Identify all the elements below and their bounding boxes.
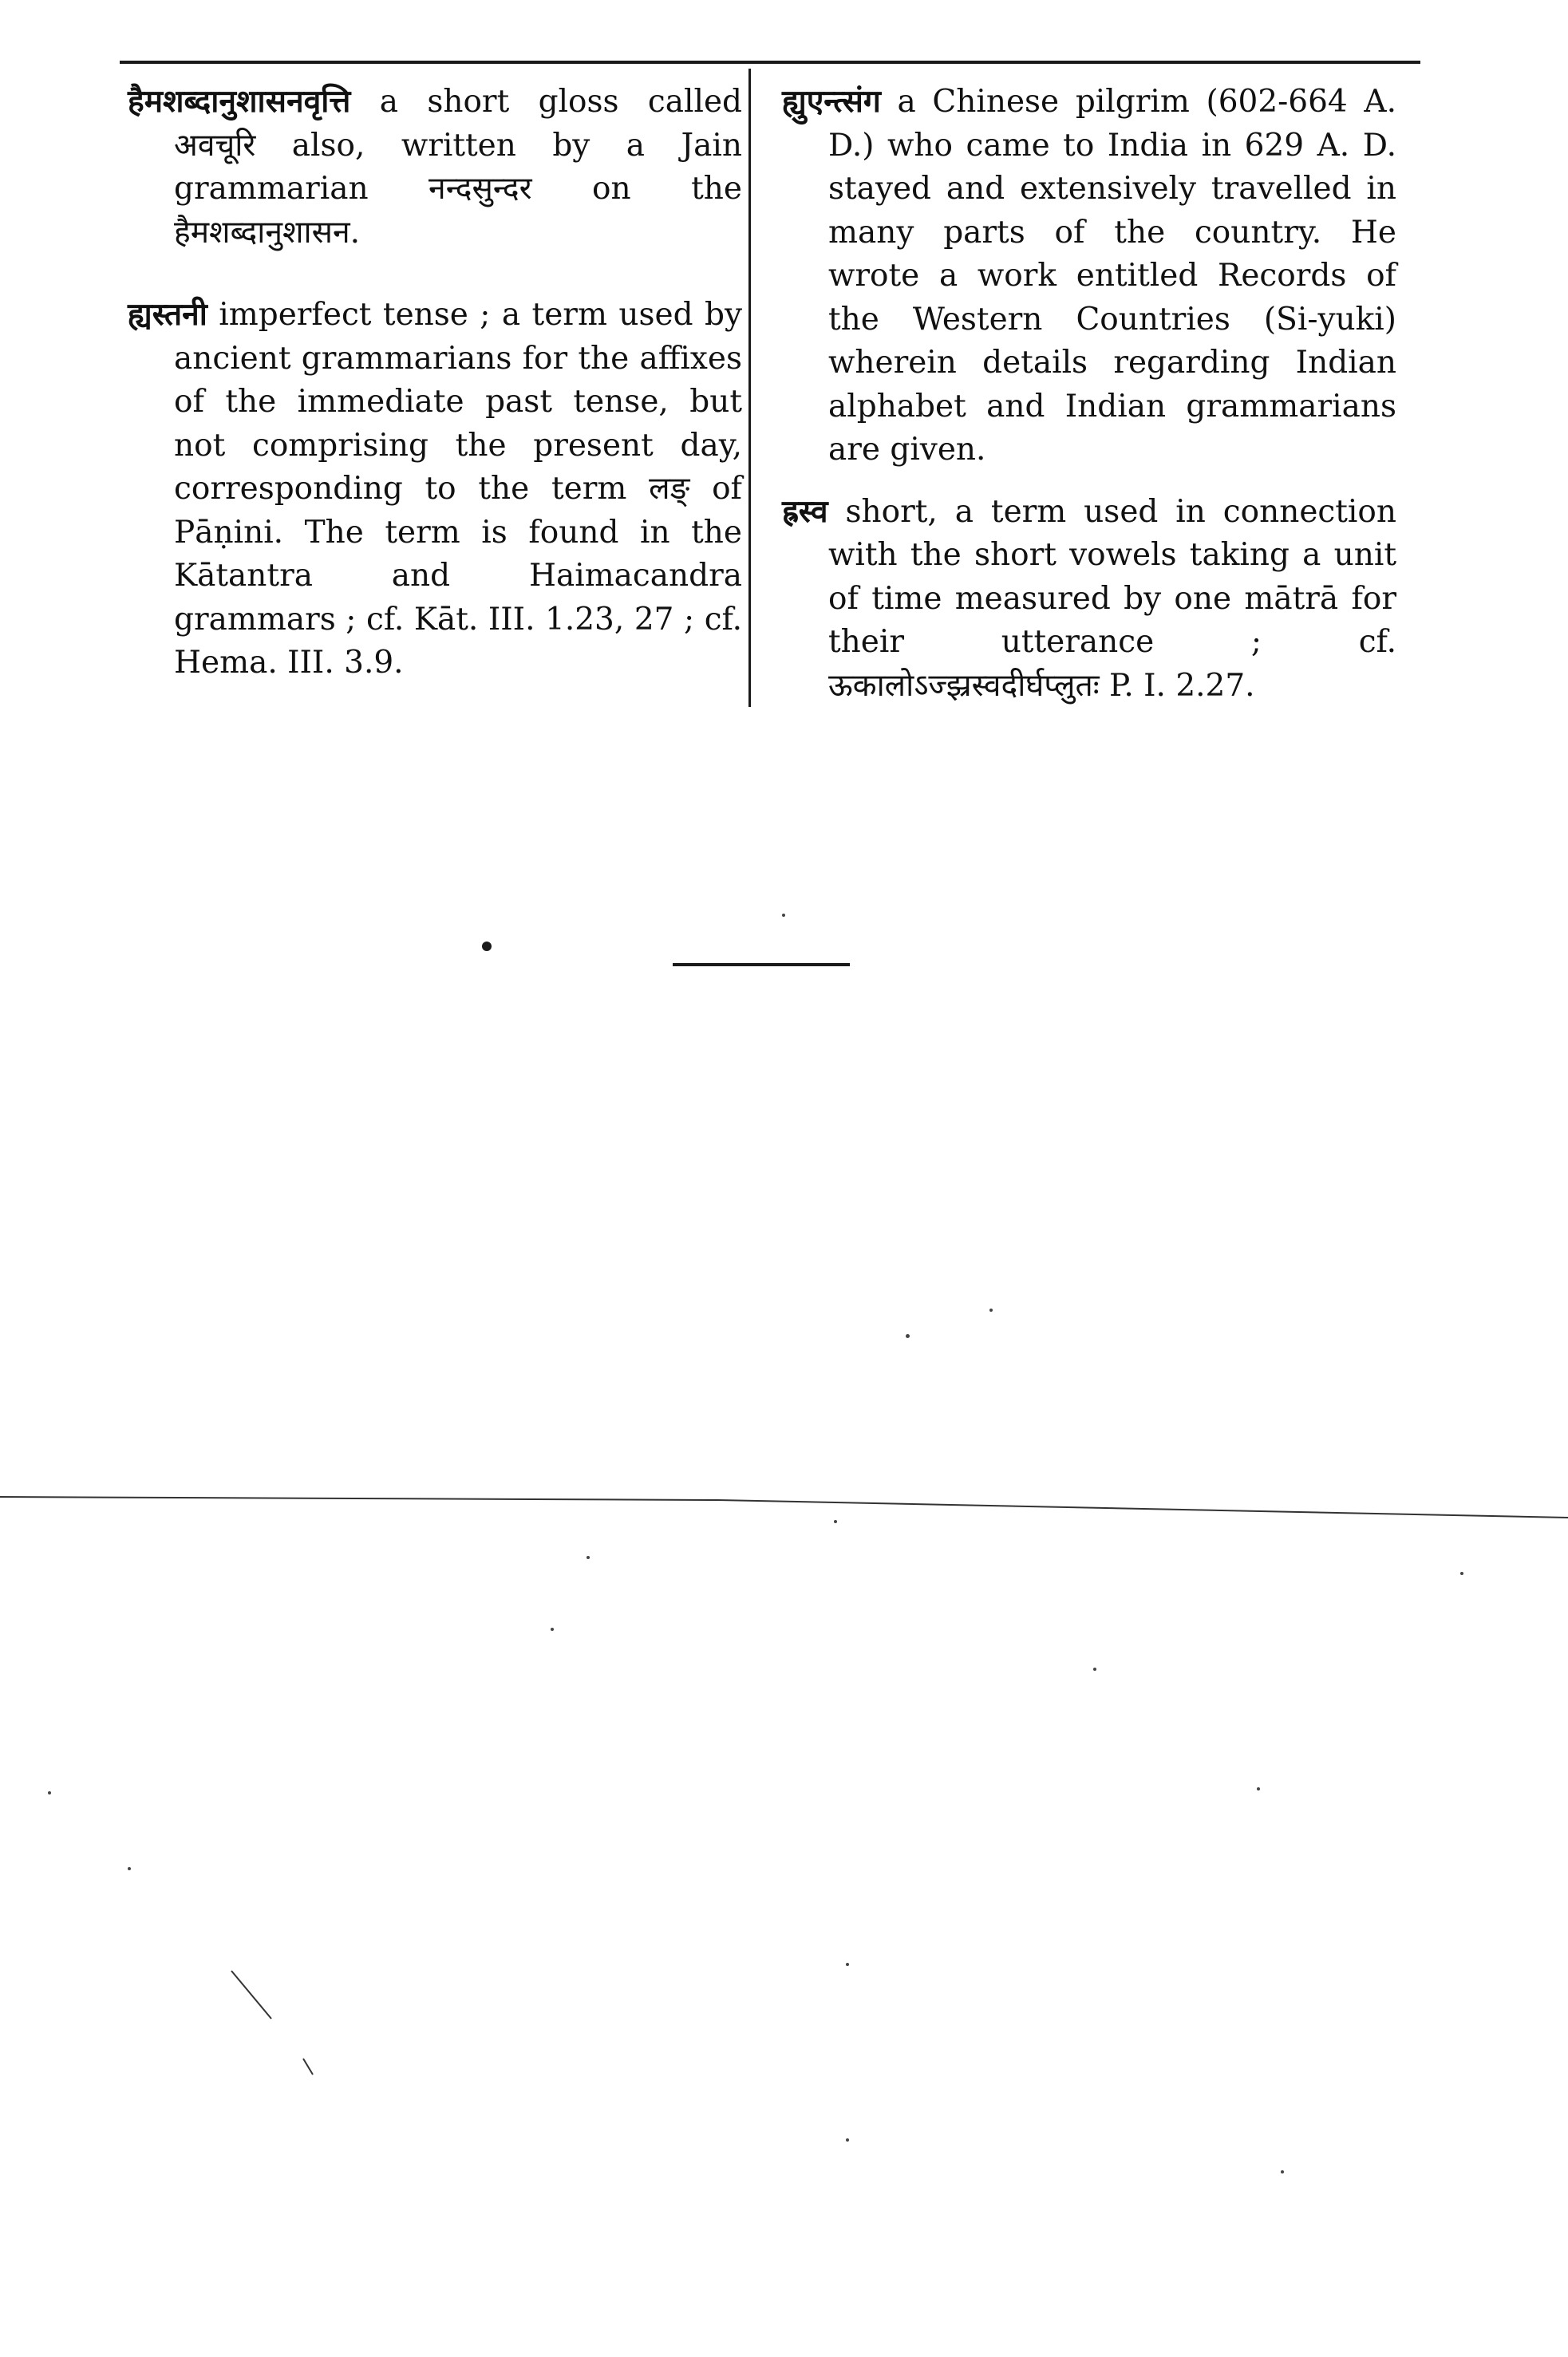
right-column	[782, 80, 1396, 725]
scan-speck	[846, 2138, 849, 2142]
entry-definition: imperfect tense ; a term used by ancient grammarians for the affixes of the immediate past tense, but not comprising the present day, corresponding to the term लङ् of Pāṇini. The term is found in the Kātantra and Haimacandra grammars ; cf. Kāt. III. 1.23, 27 ; cf. Hema. III. 3.9.	[174, 297, 742, 681]
scan-speck	[1281, 2170, 1284, 2173]
scan-speck	[587, 1556, 590, 1559]
entry-headword: ह्यस्तनी	[128, 296, 207, 333]
scan-speck	[128, 1867, 131, 1870]
scan-speck	[48, 1791, 51, 1794]
entry-headword: ह्रस्व	[782, 492, 828, 530]
entry-definition: short, a term used in connection with the short vowels taking a unit of time measured by one mātrā for their utterance ; cf. ऊकालोऽज्झ्रस्वदीर्घप्लुतः P. I. 2.27.	[828, 493, 1396, 704]
dictionary-entry	[128, 293, 742, 685]
column-divider	[748, 69, 751, 707]
entry-definition: a Chinese pilgrim (602-664 A. D.) who came to India in 629 A. D. stayed and extensively travelled in many parts of the country. He wrote a work entitled Records of the Western Countries (Si-yuki) wherein details regarding Indian alphabet and Indian grammarians are given.	[828, 84, 1396, 468]
dictionary-entry	[782, 490, 1396, 709]
scan-speck	[989, 1309, 993, 1312]
dictionary-entry	[128, 80, 742, 255]
entry-headword: हैमशब्दानुशासनवृत्ति	[128, 83, 351, 120]
scan-speck	[1093, 1668, 1096, 1671]
entry-headword: ह्युएन्त्संग	[782, 83, 881, 120]
top-rule	[120, 61, 1420, 64]
scan-speck	[906, 1334, 910, 1338]
end-dot	[482, 942, 492, 951]
scan-speck	[834, 1520, 837, 1523]
scan-speck	[1460, 1572, 1463, 1575]
scan-speck	[846, 1963, 849, 1966]
scan-speck	[1257, 1787, 1260, 1790]
scan-scratch	[223, 1963, 319, 2083]
page-edge-line	[0, 1494, 1568, 1526]
scan-speck	[551, 1628, 554, 1631]
left-column	[128, 80, 742, 724]
scan-speck	[782, 914, 785, 917]
end-of-section-rule	[673, 963, 850, 966]
dictionary-entry	[782, 80, 1396, 472]
entry-definition: a short gloss called अवचूरि also, written by a Jain grammarian नन्दसुन्दर on the हैमशब्दानुशासन.	[174, 84, 742, 251]
